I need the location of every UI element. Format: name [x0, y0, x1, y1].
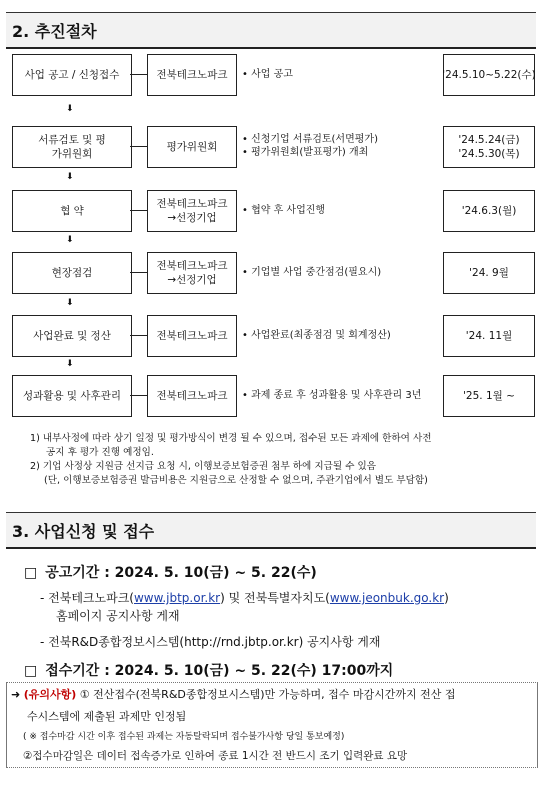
section-3-title: 3. 사업신청 및 접수	[12, 522, 155, 541]
jeonbuk-link[interactable]: www.jeonbuk.go.kr	[329, 591, 445, 605]
caution-line-1-row	[11, 687, 531, 702]
step-date-box	[443, 375, 535, 417]
step-org: 전북테크노파크	[156, 390, 228, 402]
step-org: 평가위원회	[166, 141, 218, 153]
step-date-box	[443, 315, 535, 357]
step-name: 현장점검	[51, 267, 93, 279]
step-name: 사업완료 및 정산	[33, 330, 111, 342]
step-desc	[242, 133, 438, 159]
step-desc-line: • 과제 종료 후 성과활용 및 사후관리 3년	[242, 389, 422, 401]
step-date: '24.5.24(금) '24.5.30(목)	[458, 134, 520, 160]
step-date-box	[443, 54, 535, 96]
note-2-line-2: (단, 이행보증보험증권 발급비용은 지원금으로 산정할 수 없으며, 주관기업에서 별도 부담함)	[44, 475, 428, 486]
announce-heading: 공고기간 : 2024. 5. 10(금) ~ 5. 22(수)	[45, 565, 317, 581]
caution-line-3: ( ※ 접수마감 시간 이후 접수된 과제는 자동탈락되며 접수불가사항 당일 통보예정)	[23, 732, 345, 742]
arrow-down-icon: ⬇	[66, 235, 74, 245]
caution-label: (유의사항)	[23, 688, 77, 701]
step-org-box	[147, 54, 237, 96]
announce-line-1-prefix: - 전북테크노파크(	[40, 591, 134, 605]
step-org-box	[147, 315, 237, 357]
receipt-heading-row	[24, 660, 393, 680]
step-date: '25. 1월 ~	[463, 390, 515, 402]
arrow-down-icon: ⬇	[66, 104, 74, 114]
section-3-header	[6, 512, 536, 549]
step-desc	[242, 389, 438, 402]
arrow-right-icon: ➜	[11, 688, 21, 701]
step-desc-line: • 기업별 사업 중간점검(필요시)	[242, 266, 382, 278]
step-org: 전북테크노파크	[156, 69, 228, 81]
step-name-box	[12, 54, 132, 96]
step-date-box	[443, 252, 535, 294]
announce-line-2: - 전북R&D종합정보시스템(http://rnd.jbtp.or.kr) 공지사항 게재	[40, 635, 381, 649]
note-1-line-1: 1) 내부사정에 따라 상기 일정 및 평가방식이 변경 될 수 있으며, 접수된 모든 과제에 한하여 사전	[30, 433, 432, 444]
caution-line-2: 수시스템에 제출된 과제만 인정됨	[27, 710, 187, 723]
connector-line	[130, 146, 147, 147]
step-org-box	[147, 190, 237, 232]
step-desc-line: • 사업 공고	[242, 68, 293, 80]
step-desc-line: • 신청기업 서류검토(서면평가)	[242, 134, 378, 145]
receipt-heading: 접수기간 : 2024. 5. 10(금) ~ 5. 22(수) 17:00까지	[45, 663, 394, 679]
step-name-box	[12, 375, 132, 417]
step-name-box	[12, 190, 132, 232]
step-name: 협 약	[60, 205, 84, 217]
caution-line-4: ②접수마감일은 데이터 접속증가로 인하여 종료 1시간 전 반드시 조기 입력완료 요망	[23, 750, 408, 762]
step-desc-line: • 사업완료(최종점검 및 회계정산)	[242, 329, 391, 341]
connector-line	[130, 395, 147, 396]
section-2-header	[6, 12, 536, 49]
step-org-box	[147, 252, 237, 294]
step-name: 성과활용 및 사후관리	[23, 390, 121, 402]
announce-heading-row	[24, 562, 317, 582]
note-2-line-1: 2) 기업 사정상 지원금 선지급 요청 시, 이행보증보험증권 첨부 하에 지급될 수 있음	[30, 461, 377, 472]
connector-line	[130, 272, 147, 273]
step-name-box	[12, 252, 132, 294]
section-2-title: 2. 추진절차	[12, 22, 97, 41]
announce-line-1-cont: 홈페이지 공지사항 게재	[56, 609, 180, 623]
caution-line-1: ① 전산접수(전북R&D종합정보시스템)만 가능하며, 접수 마감시간까지 전산 접	[79, 688, 456, 701]
jbtp-link[interactable]: www.jbtp.or.kr	[133, 591, 221, 605]
checkbox-icon: □	[24, 565, 38, 581]
note-1-line-2: 공지 후 평가 진행 예정임.	[46, 447, 154, 458]
connector-line	[130, 210, 147, 211]
step-date: '24. 11월	[465, 330, 513, 342]
step-desc	[242, 204, 438, 217]
step-date-box	[443, 190, 535, 232]
step-desc	[242, 329, 438, 342]
step-org: 전북테크노파크 →선정기업	[156, 260, 228, 286]
step-date: '24. 9월	[469, 267, 509, 279]
connector-line	[130, 335, 147, 336]
step-name-box	[12, 126, 132, 168]
step-org: 전북테크노파크	[156, 330, 228, 342]
step-name: 사업 공고 / 신청접수	[24, 69, 120, 81]
step-name-box	[12, 315, 132, 357]
announce-line-1-suffix: )	[444, 591, 449, 605]
step-desc-line: • 평가위원회(발표평가) 개최	[242, 147, 369, 158]
arrow-down-icon: ⬇	[66, 359, 74, 369]
arrow-down-icon: ⬇	[66, 172, 74, 182]
step-org: 전북테크노파크 →선정기업	[156, 198, 228, 224]
step-date: '24.5.10~5.22(수)	[442, 69, 536, 81]
step-name: 서류검토 및 평가위원회	[38, 134, 106, 160]
step-date-box	[443, 126, 535, 168]
announce-line-1	[40, 589, 530, 607]
step-desc	[242, 68, 438, 81]
announce-details	[40, 589, 530, 651]
step-date: '24.6.3(월)	[461, 205, 517, 217]
caution-box	[6, 682, 538, 768]
step-desc-line: • 협약 후 사업진행	[242, 204, 326, 216]
step-org-box	[147, 126, 237, 168]
arrow-down-icon: ⬇	[66, 297, 74, 308]
step-desc	[242, 266, 438, 279]
checkbox-icon: □	[24, 663, 38, 679]
notes	[30, 432, 530, 488]
connector-line	[130, 74, 147, 75]
step-org-box	[147, 375, 237, 417]
announce-line-1-middle: ) 및 전북특별자치도(	[220, 591, 330, 605]
